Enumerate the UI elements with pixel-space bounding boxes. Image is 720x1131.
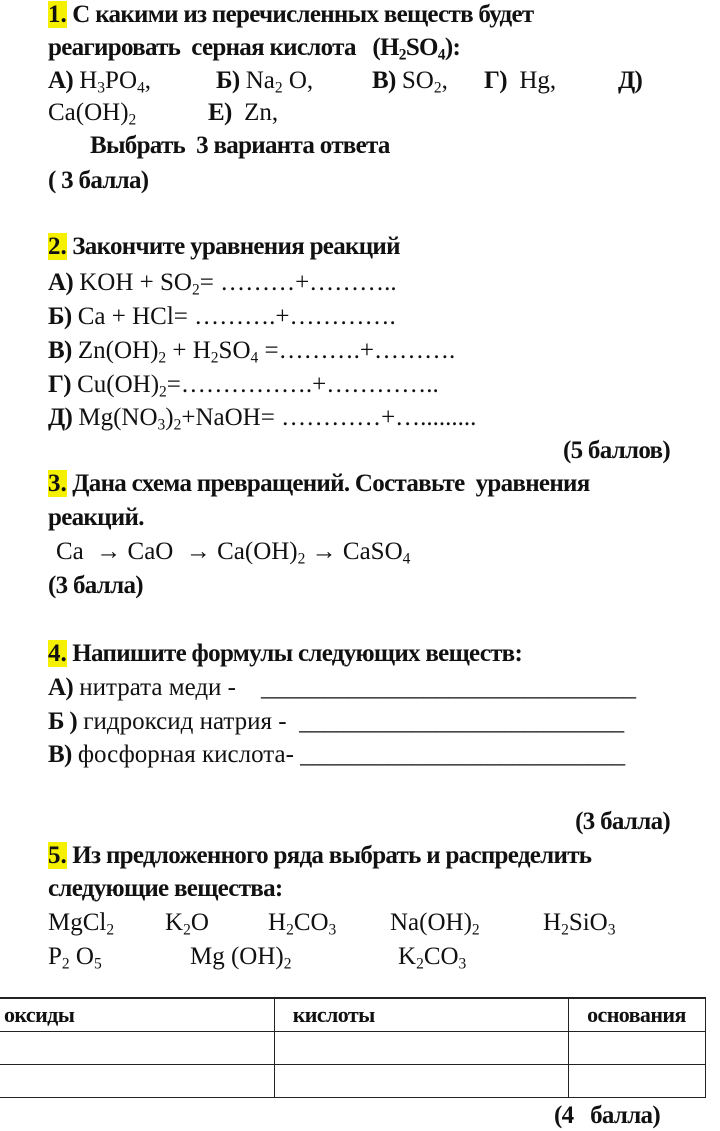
q3-points — [48, 571, 143, 601]
question-number: 3. — [48, 470, 67, 497]
text-segment: фосфорная кислота- __________________________ — [71, 741, 626, 768]
subscript: 2 — [159, 383, 167, 401]
q5-substance-p2o5 — [48, 942, 102, 979]
text-segment: В) — [48, 741, 72, 768]
text-segment: В) — [48, 337, 72, 364]
subscript: 3 — [328, 921, 337, 939]
text-segment: SO — [405, 34, 438, 61]
text-segment: Na — [239, 67, 275, 94]
subscript: 4 — [437, 46, 445, 64]
q1-option-g — [484, 66, 556, 96]
text-segment: Г) — [48, 371, 71, 398]
subscript: 3 — [97, 79, 106, 97]
q3-title-cont — [48, 503, 144, 533]
text-segment: Zn, — [231, 99, 279, 126]
text-segment: SiO — [568, 909, 608, 936]
table-header-row — [0, 998, 706, 1032]
subscript: 5 — [93, 955, 102, 973]
text-segment: (3 балла) — [575, 808, 670, 835]
table-cell[interactable] — [274, 1032, 568, 1065]
subscript: 4 — [250, 349, 259, 367]
q5-substance-naoh2 — [390, 908, 480, 945]
table-cell[interactable] — [274, 1065, 568, 1098]
text-segment: Б ) — [48, 708, 78, 735]
subscript: 2 — [106, 921, 115, 939]
text-segment: → CaSO — [305, 538, 403, 565]
subscript: 2 — [398, 46, 406, 64]
q1-option-v — [372, 66, 448, 103]
text-segment: Hg, — [506, 67, 557, 94]
q4-b — [48, 707, 624, 737]
q3-scheme — [56, 537, 410, 574]
text-segment: H — [268, 909, 287, 936]
text-segment: Zn(OH) — [71, 337, 159, 364]
subscript: 4 — [137, 79, 145, 97]
text-segment: (4 балла) — [554, 1102, 660, 1129]
text-segment: + H — [166, 337, 211, 364]
text-segment: = ………+……….. — [199, 269, 397, 296]
text-segment: O — [190, 909, 209, 936]
text-segment: Из предложенного ряда выбрать и распределить — [66, 842, 592, 869]
text-segment: С какими из перечисленных веществ будет — [66, 1, 534, 28]
text-segment: А) — [48, 67, 73, 94]
q4-title — [48, 639, 522, 669]
header-bases: основания — [569, 998, 706, 1032]
text-segment: Na(OH) — [390, 909, 472, 936]
text-segment: O, — [282, 67, 314, 94]
q5-substance-mgcl2 — [48, 908, 114, 945]
text-segment: O — [69, 943, 94, 970]
text-segment: =……….+………. — [258, 337, 456, 364]
subscript: 3 — [157, 416, 166, 434]
q4-v — [48, 740, 625, 770]
q5-title-cont — [48, 874, 283, 904]
text-segment: MgCl — [48, 909, 107, 936]
subscript: 2 — [128, 111, 137, 129]
q1-points — [48, 166, 148, 196]
q5-substance-h2sio3 — [543, 908, 615, 945]
text-segment: (5 баллов) — [562, 437, 670, 464]
q2-b — [48, 302, 396, 332]
text-segment: Г) — [484, 67, 507, 94]
subscript: 2 — [283, 955, 292, 973]
table-cell[interactable] — [569, 1032, 706, 1065]
text-segment: SO — [395, 67, 434, 94]
q1-option-e — [208, 98, 278, 128]
subscript: 2 — [158, 349, 167, 367]
q1-title-cont — [48, 33, 460, 70]
question-number: 4. — [48, 640, 67, 667]
text-segment: Cu(OH) — [70, 371, 160, 398]
text-segment: Д) — [48, 404, 73, 431]
table-row — [0, 1032, 706, 1065]
text-segment: А) — [48, 269, 73, 296]
subscript: 2 — [416, 955, 424, 973]
q5-substance-k2o — [165, 908, 209, 945]
text-segment: CO — [293, 909, 329, 936]
subscript: 2 — [210, 349, 219, 367]
text-segment: Закончите уравнения реакций — [66, 233, 400, 260]
text-segment: H — [72, 67, 98, 94]
q2-points — [563, 436, 670, 466]
text-segment: В) — [372, 67, 396, 94]
q2-title — [48, 232, 400, 262]
classification-table — [0, 997, 706, 1098]
subscript: 2 — [286, 921, 294, 939]
subscript: 2 — [471, 921, 480, 939]
q5-points — [554, 1101, 660, 1131]
text-segment: Дана схема превращений. Составьте уравнения — [66, 470, 590, 497]
text-segment: =…………….+………….. — [166, 371, 439, 398]
text-segment: Mg(NO — [72, 404, 158, 431]
text-segment: Выбрать 3 варианта ответа — [90, 132, 390, 159]
q1-option-d-value — [48, 98, 136, 135]
table-cell[interactable] — [0, 1032, 274, 1065]
q2-v — [48, 336, 455, 373]
subscript: 2 — [183, 921, 191, 939]
text-segment: реагировать серная кислота (H — [48, 34, 399, 61]
table-cell[interactable] — [0, 1065, 274, 1098]
text-segment: следующие вещества: — [48, 875, 283, 902]
q2-d — [48, 403, 476, 440]
q1-instruction — [90, 131, 390, 161]
text-segment: H — [543, 909, 562, 936]
text-segment: нитрата меди - ______________________________ — [72, 674, 637, 701]
text-segment: А) — [48, 674, 73, 701]
q2-a — [48, 268, 397, 305]
subscript: 2 — [561, 921, 569, 939]
subscript: 2 — [274, 79, 283, 97]
text-segment: (3 балла) — [48, 572, 143, 599]
text-segment: CO — [423, 943, 459, 970]
q5-substance-h2co3 — [268, 908, 336, 945]
text-segment: K — [398, 943, 417, 970]
text-segment: Mg (OH) — [190, 943, 284, 970]
text-segment: ): — [444, 34, 461, 61]
question-number: 5. — [48, 842, 67, 869]
subscript: 2 — [297, 550, 306, 568]
text-segment: Ca → CaO → Ca(OH) — [56, 538, 298, 565]
table-cell[interactable] — [569, 1065, 706, 1098]
q4-points — [575, 807, 670, 837]
q5-substance-mgoh2 — [190, 942, 292, 979]
q1-title — [48, 0, 533, 30]
text-segment: PO — [105, 67, 138, 94]
table-row — [0, 1065, 706, 1098]
subscript: 2 — [61, 955, 70, 973]
text-segment: +NaOH= …………+…......... — [181, 404, 477, 431]
text-segment: Б) — [216, 67, 240, 94]
text-segment: K — [165, 909, 184, 936]
header-oxides: оксиды — [0, 998, 274, 1032]
text-segment: ) — [165, 404, 174, 431]
text-segment: Ca + HCl= ……….+…………. — [71, 303, 396, 330]
q2-g — [48, 370, 439, 407]
text-segment: ( 3 балла) — [48, 167, 149, 194]
q4-a — [48, 673, 636, 703]
q5-title — [48, 841, 591, 871]
question-number: 2. — [48, 233, 67, 260]
q5-substance-k2co3 — [398, 942, 466, 979]
text-segment: Б) — [48, 303, 72, 330]
text-segment: P — [48, 943, 62, 970]
text-segment: Напишите формулы следующих веществ: — [66, 640, 523, 667]
text-segment: KOH + SO — [72, 269, 192, 296]
text-segment: , — [144, 67, 152, 94]
text-segment: SO — [218, 337, 251, 364]
subscript: 3 — [458, 955, 467, 973]
q3-title — [48, 469, 590, 499]
text-segment: Е) — [208, 99, 232, 126]
subscript: 3 — [607, 921, 616, 939]
text-segment: Ca(OH) — [48, 99, 129, 126]
text-segment: гидроксид натрия - __________________________ — [77, 708, 625, 735]
subscript: 2 — [433, 79, 442, 97]
text-segment: , — [441, 67, 448, 94]
header-acids: кислоты — [274, 998, 568, 1032]
question-number: 1. — [48, 1, 67, 28]
subscript: 2 — [191, 281, 200, 299]
text-segment: реакций. — [48, 504, 144, 531]
subscript: 2 — [173, 416, 182, 434]
text-segment: Д) — [618, 67, 643, 94]
subscript: 4 — [402, 550, 411, 568]
q1-option-d — [618, 66, 642, 96]
